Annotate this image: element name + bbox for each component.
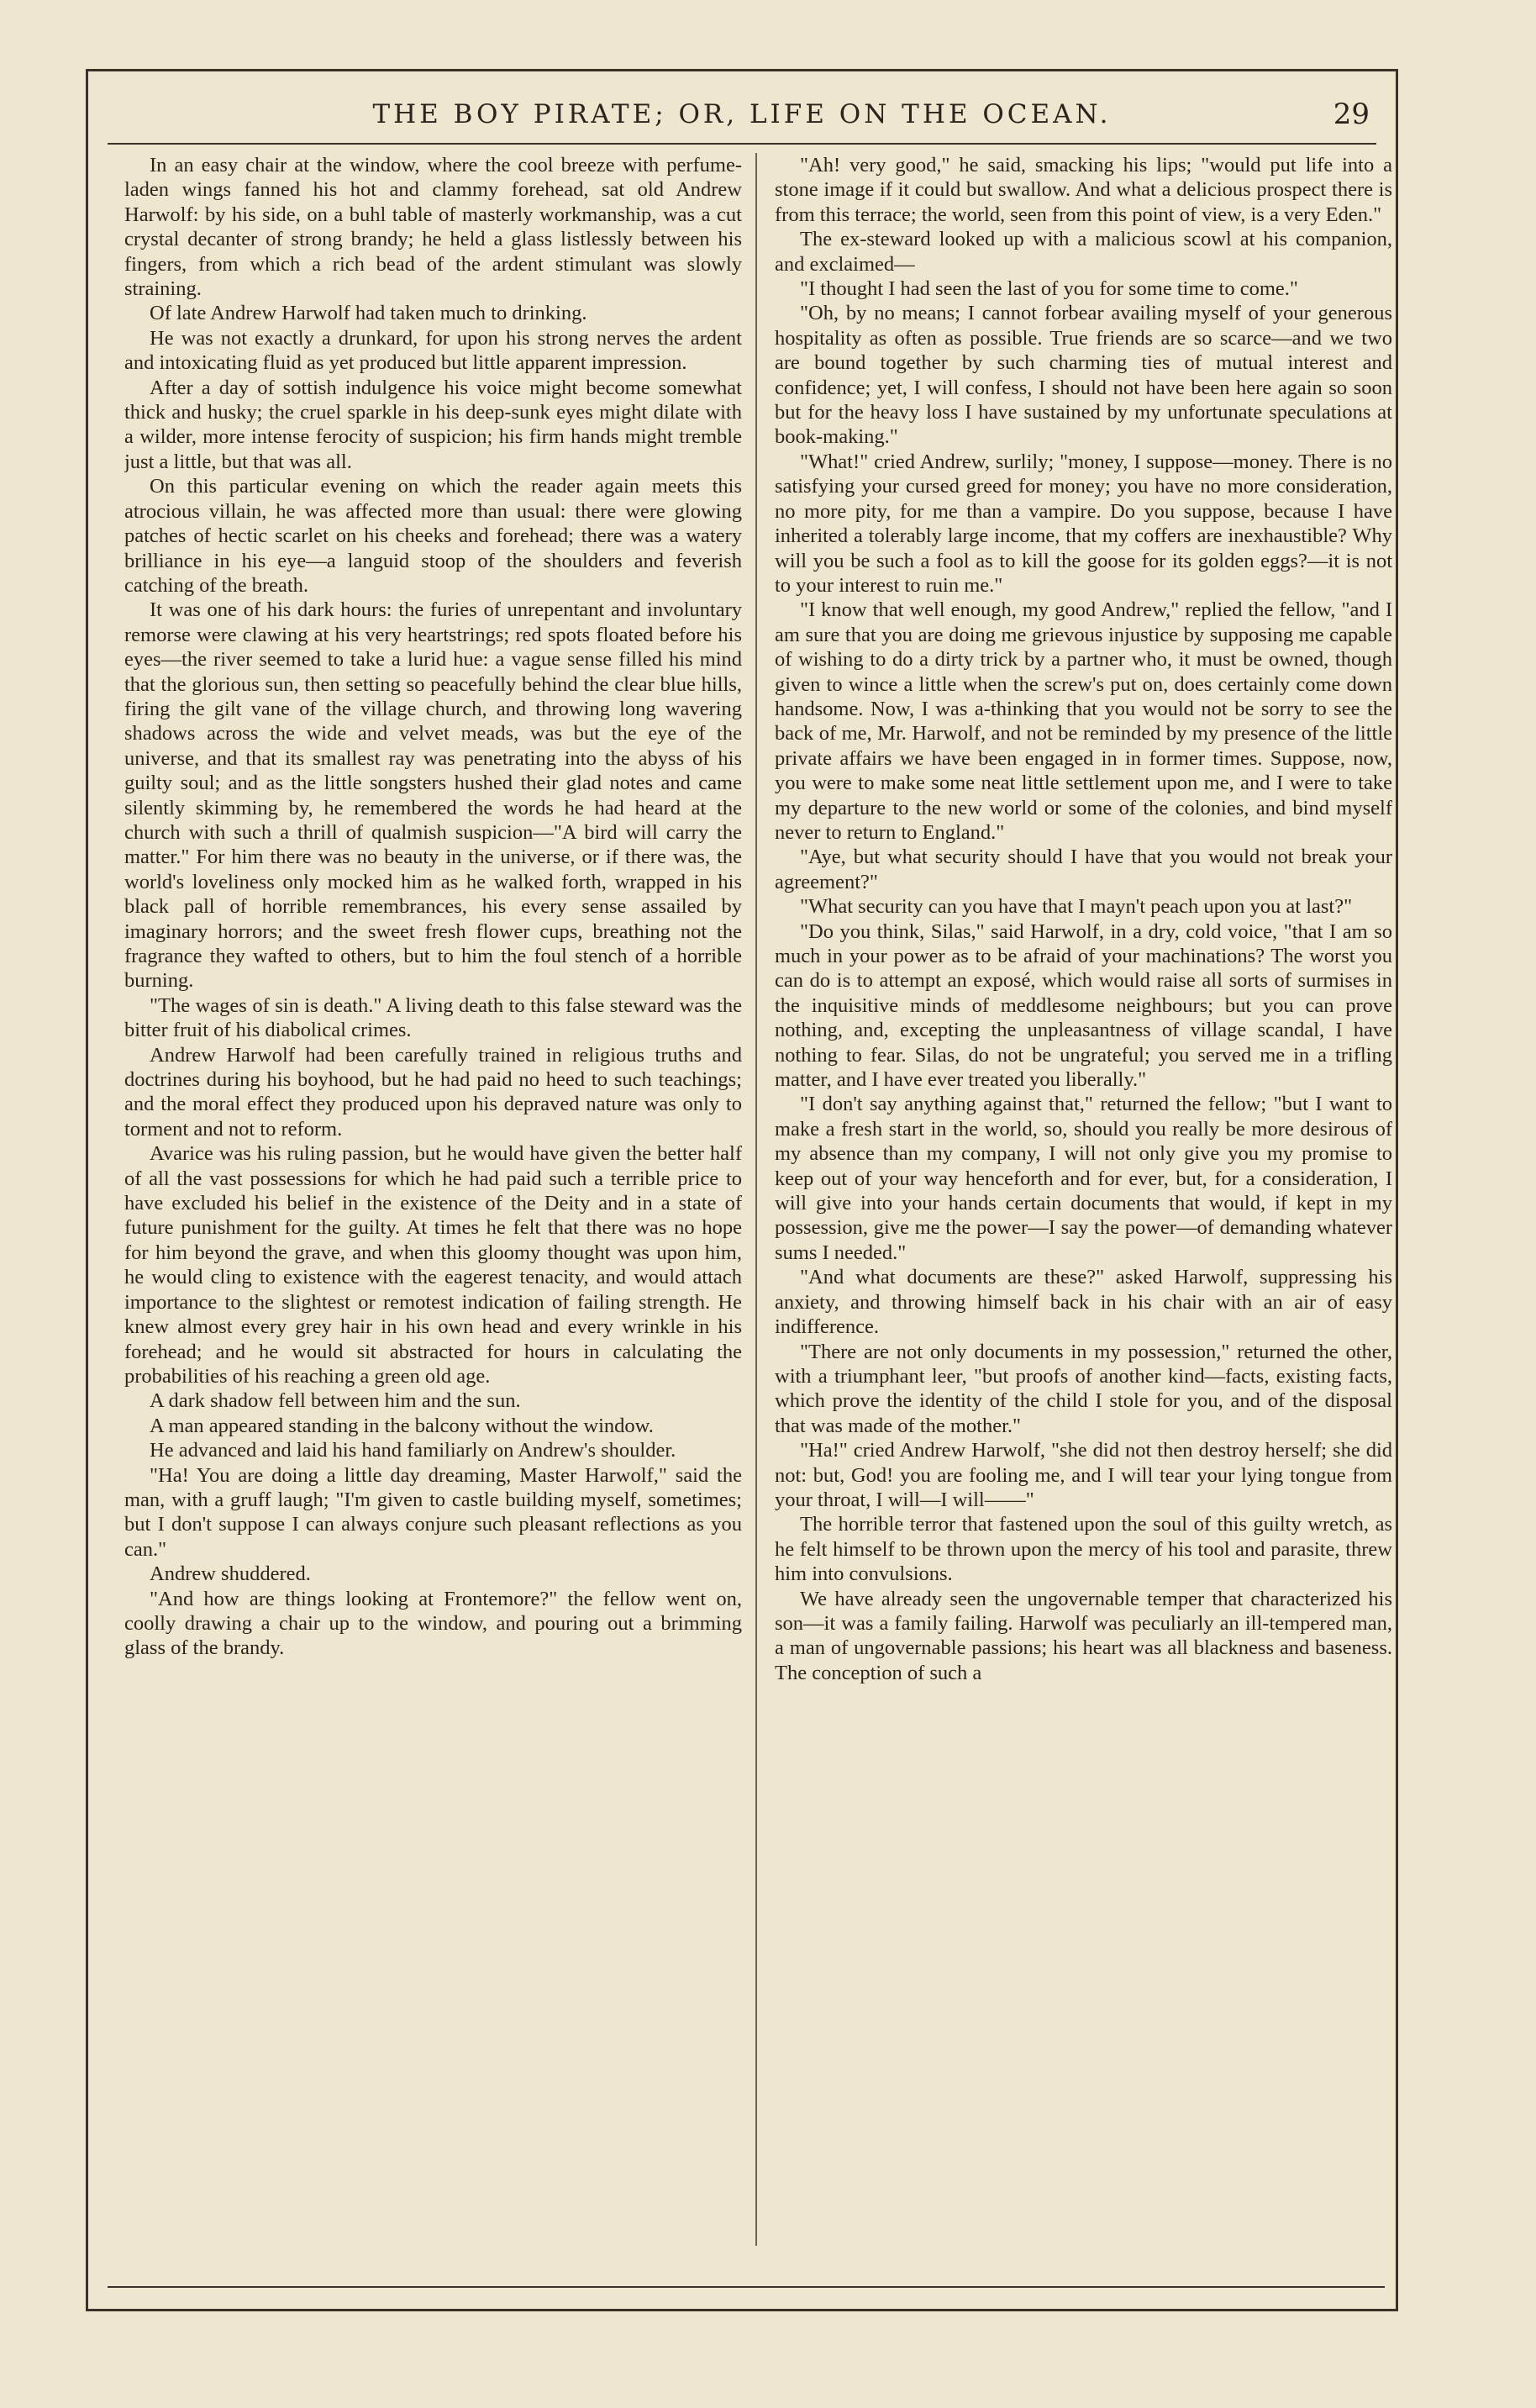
paragraph: In an easy chair at the window, where the cool breeze with perfume-laden wings fanned his hot and clammy forehead, sat old Andrew Harwolf: by his side, on a buhl table of masterly workmanship, was a cut crystal decanter of strong brandy; he held a glass listlessly between his fingers, from which a rich bead of the ardent stimulant was slowly straining. — [124, 154, 742, 301]
paragraph: A dark shadow fell between him and the sun. — [150, 1389, 521, 1413]
paragraph: "Ha! You are doing a little day dreaming, Master Harwolf," said the man, with a gruff laugh; "I'm given to castle building myself, sometimes; but I don't suppose I can always conjure such pleasant reflections as you can." — [124, 1463, 742, 1561]
paragraph: He was not exactly a drunkard, for upon his strong nerves the ardent and intoxicating fluid as yet produced but little apparent impression. — [124, 326, 742, 375]
paragraph: The horrible terror that fastened upon the soul of this guilty wretch, as he felt himself to be thrown upon the mercy of his tool and parasite, threw him into convulsions. — [775, 1513, 1392, 1586]
paragraph: "Do you think, Silas," said Harwolf, in a dry, cold voice, "that I am so much in your power as to be afraid of your machinations? The worst you can do is to attempt an exposé, which would raise all sorts of surmises in the inquisitive minds of meddlesome neighbours; but you can prove nothing, and, excepting the unpleasantness of village scandal, I have nothing to fear. Silas, do not be ungrateful; you served me in a trifling matter, and I have ever treated you liberally." — [775, 919, 1392, 1092]
paragraph: After a day of sottish indulgence his voice might become somewhat thick and husky; the cruel sparkle in his deep-sunk eyes might dilate with a wilder, more intense ferocity of suspicion; his firm hands might tremble just a little, but that was all. — [124, 376, 742, 473]
paragraph: On this particular evening on which the reader again meets this atrocious villain, he was affected more than usual: there were glowing patches of hectic scarlet on his cheeks and forehead; there was a watery brilliance in his eye—a languid stoop of the shoulders and feverish catching of the breath. — [124, 475, 742, 597]
paragraph: He advanced and laid his hand familiarly on Andrew's shoulder. — [150, 1439, 676, 1462]
paragraph: Of late Andrew Harwolf had taken much to drinking. — [150, 302, 587, 325]
page-number: 29 — [1333, 97, 1370, 131]
paragraph: "The wages of sin is death." A living death to this false steward was the bitter fruit of his diabolical crimes. — [124, 993, 742, 1042]
column-divider — [755, 153, 757, 2246]
paragraph: "Ha!" cried Andrew Harwolf, "she did not then destroy herself; she did not: but, God! you are fooling me, and I will tear your lying tongue from your throat, I will—I will——" — [775, 1439, 1392, 1511]
paragraph: "There are not only documents in my possession," returned the other, with a triumphant leer, "but proofs of another kind—facts, existing facts, which prove the identity of the child I stole for you, and of the disposal that was made of the mother." — [775, 1340, 1392, 1437]
left-column — [124, 153, 742, 2254]
page-header — [108, 92, 1376, 145]
paragraph: "What security can you have that I mayn't peach upon you at last?" — [800, 895, 1353, 919]
paragraph: "Aye, but what security should I have that you would not break your agreement?" — [775, 846, 1392, 893]
paragraph: "I know that well enough, my good Andrew," replied the fellow, "and I am sure that you are doing me grievous injustice by supposing me capable of wishing to do a dirty trick by a partner who, it must be owned, though given to wince a little when the screw's put on, does certainly come down handsome. Now, I was a-thinking that you would not be sorry to see the back of me, Mr. Harwolf, and not be reminded by my presence of the little private affairs we have been engaged in in former times. Suppose, now, you were to make some neat little settlement upon me, and I were to take my departure to the new world or some of the colonies, and bind myself never to return to England." — [775, 598, 1392, 844]
paragraph: "Ah! very good," he said, smacking his lips; "would put life into a stone image if it could but swallow. And what a delicious prospect there is from this terrace; the world, seen from this point of view, is a very Eden." — [775, 154, 1392, 226]
paragraph: "What!" cried Andrew, surlily; "money, I suppose—money. There is no satisfying your cursed greed for money; you have no more consideration, no more pity, for me than a vampire. Do you suppose, because I have inherited a tolerably large income, that my coffers are inexhaustible? Why will you be such a fool as to kill the goose for its golden eggs?—it is not to your interest to ruin me." — [775, 450, 1392, 597]
paragraph: "And how are things looking at Frontemore?" the fellow went on, coolly drawing a chair up to the window, and pouring out a brimming glass of the brandy. — [124, 1587, 742, 1660]
paragraph: Avarice was his ruling passion, but he would have given the better half of all the vast possessions for which he had paid such a terrible price to have excluded his belief in the existence of the Deity and in a state of future punishment for the guilty. At times he felt that there was no hope for him beyond the grave, and when this gloomy thought was upon him, he would cling to existence with the eagerest tenacity, and would attach importance to the slightest or remotest indication of failing strength. He knew almost every grey hair in his own head and every wrinkle in his forehead; and he would sit abstracted for hours in calculating the probabilities of his reaching a green old age. — [124, 1142, 742, 1388]
paragraph: "I thought I had seen the last of you for some time to come." — [800, 277, 1298, 301]
paragraph: A man appeared standing in the balcony without the window. — [150, 1414, 654, 1437]
paragraph: We have already seen the ungovernable temper that characterized his son—it was a family failing. Harwolf was peculiarly an ill-tempered man, a man of ungovernable passions; his heart was all blackness and baseness. The conception of such a — [775, 1587, 1392, 1684]
right-column — [775, 153, 1392, 2254]
paragraph: "Oh, by no means; I cannot forbear availing myself of your generous hospitality as often as possible. True friends are so scarce—and we two are bound together by such charming ties of mutual interest and confidence; yet, I will confess, I should not have been here again so soon but for the heavy loss I have sustained by my unfortunate speculations at book-making." — [775, 302, 1392, 449]
bottom-rule — [108, 2286, 1385, 2288]
paragraph: "I don't say anything against that," returned the fellow; "but I want to make a fresh start in the world, so, should you really be more desirous of my absence than my company, I will not only give you my promise to keep out of your way henceforth and for ever, but, for a consideration, I will give into your hands certain documents that would, if kept in my possession, give me the power—I say the power—of demanding whatever sums I needed." — [775, 1093, 1392, 1264]
running-title: THE BOY PIRATE; OR, LIFE ON THE OCEAN. — [372, 99, 1112, 129]
paragraph: It was one of his dark hours: the furies of unrepentant and involuntary remorse were clawing at his very heartstrings; red spots floated before his eyes—the river seemed to take a lurid hue: a vague sense filled his mind that the glorious sun, then setting so peacefully behind the clear blue hills, firing the gilt vane of the village church, and throwing long wavering shadows across the wide and velvet meads, was but the eye of the universe, and that its smallest ray was penetrating into the abyss of his guilty soul; and as the little songsters hushed their glad notes and came silently skimming by, he remembered the words he had heard at the church with such a thrill of qualmish suspicion—"A bird will carry the matter." For him there was no beauty in the universe, or if there was, the world's loveliness only mocked him as he walked forth, wrapped in his black pall of horrible remembrances, his every sense assailed by imaginary horrors; and the sweet fresh flower cups, breathing not the fragrance they wafted to others, but to him the foul stench of a horrible burning. — [124, 598, 742, 993]
paragraph: Andrew shuddered. — [150, 1562, 311, 1586]
paragraph: The ex-steward looked up with a malicious scowl at his companion, and exclaimed— — [775, 228, 1392, 276]
paragraph: "And what documents are these?" asked Harwolf, suppressing his anxiety, and throwing himself back in his chair with an air of easy indifference. — [775, 1266, 1392, 1339]
paragraph: Andrew Harwolf had been carefully trained in religious truths and doctrines during his boyhood, but he had paid no heed to such teachings; and the moral effect they produced upon his depraved nature was only to torment and not to reform. — [124, 1043, 742, 1141]
